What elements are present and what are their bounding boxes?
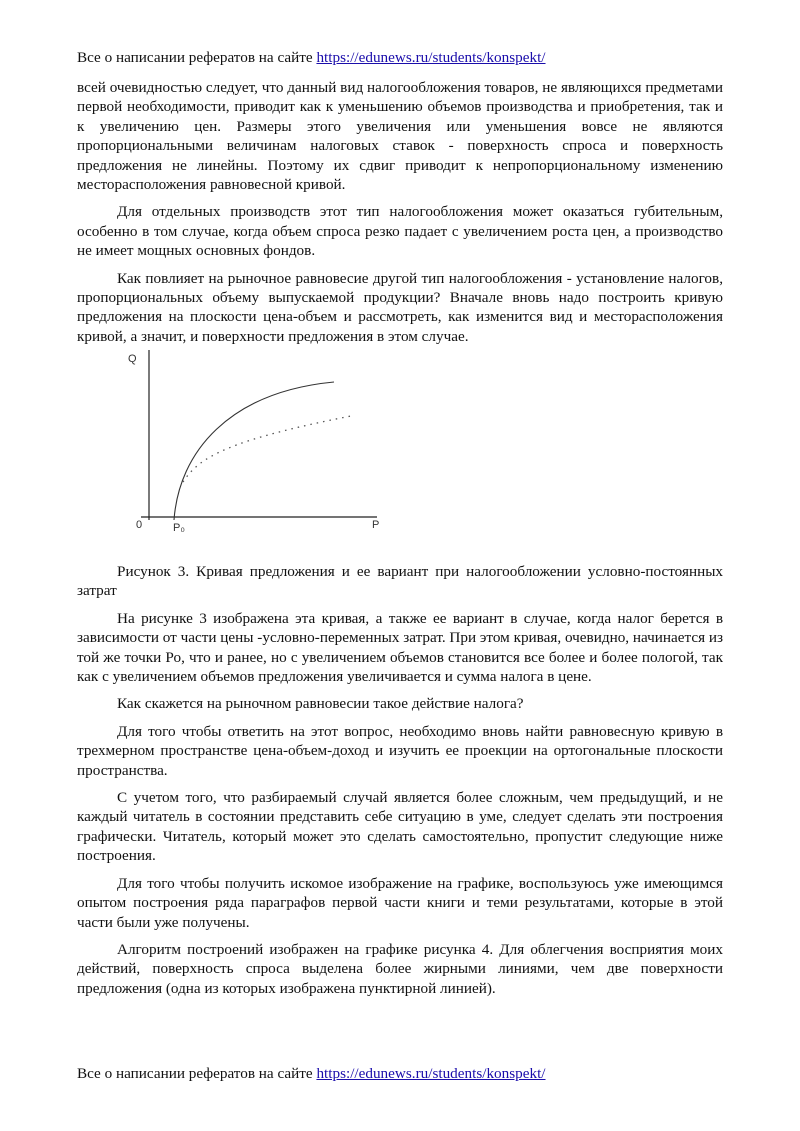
paragraph: Для отдельных производств этот тип налогообложения может оказаться губительным, особенно в том случае, когда объем спроса резко падает с увеличением роста цен, а производство не имеет мощных основных фондов. <box>77 203 723 260</box>
supply-curve-taxed <box>183 416 351 482</box>
header-link[interactable]: https://edunews.ru/students/konspekt/ <box>316 49 546 66</box>
footer-text: Все о написании рефератов на сайте <box>77 1065 313 1082</box>
paragraph: Алгоритм построений изображен на графике рисунка 4. Для облегчения восприятия моих действий, поверхность спроса выделена более жирными линиями, чем две поверхности предложения (одна из которых изображена пунктирной линией). <box>77 940 723 997</box>
paragraph: С учетом того, что разбираемый случай является более сложным, чем предыдущий, и не каждый читатель в состоянии представить себе ситуацию в уме, следует сделать эти построения графически. Читатель, который может это сделать самостоятельно, пропустит следующие ниже построения. <box>77 789 723 865</box>
paragraph: Как скажется на рыночном равновесии такое действие налога? <box>117 695 524 713</box>
supply-curve <box>174 382 334 520</box>
origin-label: 0 <box>136 519 143 531</box>
paragraph: На рисунке 3 изображена эта кривая, а также ее вариант в случае, когда налог берется в зависимости от части цены -условно-переменных затрат. При этом кривая, очевидно, начинается из той же точки Ро, что и ранее, но с увеличением объемов становится все более и более пологой, так как с увеличением объемов предложения увеличивается и сумма налога в цене. <box>77 609 723 686</box>
page-footer <box>77 1064 723 1084</box>
y-axis-label: Q <box>128 353 137 365</box>
paragraph: Для того чтобы ответить на этот вопрос, необходимо вновь найти равновесную кривую в трехмерном пространстве цена-объем-доход и изучить ее проекции на ортогональные плоскости пространства. <box>77 722 723 779</box>
x-axis-label: P <box>372 519 380 531</box>
figure-caption: Рисунок 3. Кривая предложения и ее вариант при налогообложении условно-постоянных затрат <box>77 563 723 600</box>
text-block-bottom <box>77 562 723 998</box>
page-header <box>77 48 723 68</box>
paragraph: всей очевидностью следует, что данный вид налогообложения товаров, не являющихся предметами первой необходимости, приводит как к уменьшению объемов производства и приобретения, так и к увеличению цен. Размеры этого увеличения или уменьшения вовсе не являются пропорциональными величинам налоговых ставок - поверхность спроса и поверхность предложения не линейны. Поэтому их сдвиг приводит к непропорциональному изменению месторасположения равновесной кривой. <box>77 79 723 194</box>
footer-link[interactable]: https://edunews.ru/students/konspekt/ <box>316 1065 546 1082</box>
supply-curve-diagram <box>119 342 439 542</box>
supply-curve-figure <box>119 342 439 542</box>
start-point-label: P₀ <box>173 522 185 534</box>
paragraph: Как повлияет на рыночное равновесие другой тип налогообложения - установление налогов, пропорциональных объему выпускаемой продукции? Вначале вновь надо построить кривую предложения на плоскости цена-объем и рассмотреть, как изменится вид и месторасположения кривой, а значит, и поверхности предложения в этом случае. <box>77 269 723 345</box>
text-block-top <box>77 78 723 346</box>
paragraph: Для того чтобы получить искомое изображение на графике, воспользуюсь уже имеющимся опытом построения ряда параграфов первой части книги и теми результатами, которые в этой части были уже получены. <box>77 874 723 931</box>
header-text: Все о написании рефератов на сайте <box>77 49 313 66</box>
